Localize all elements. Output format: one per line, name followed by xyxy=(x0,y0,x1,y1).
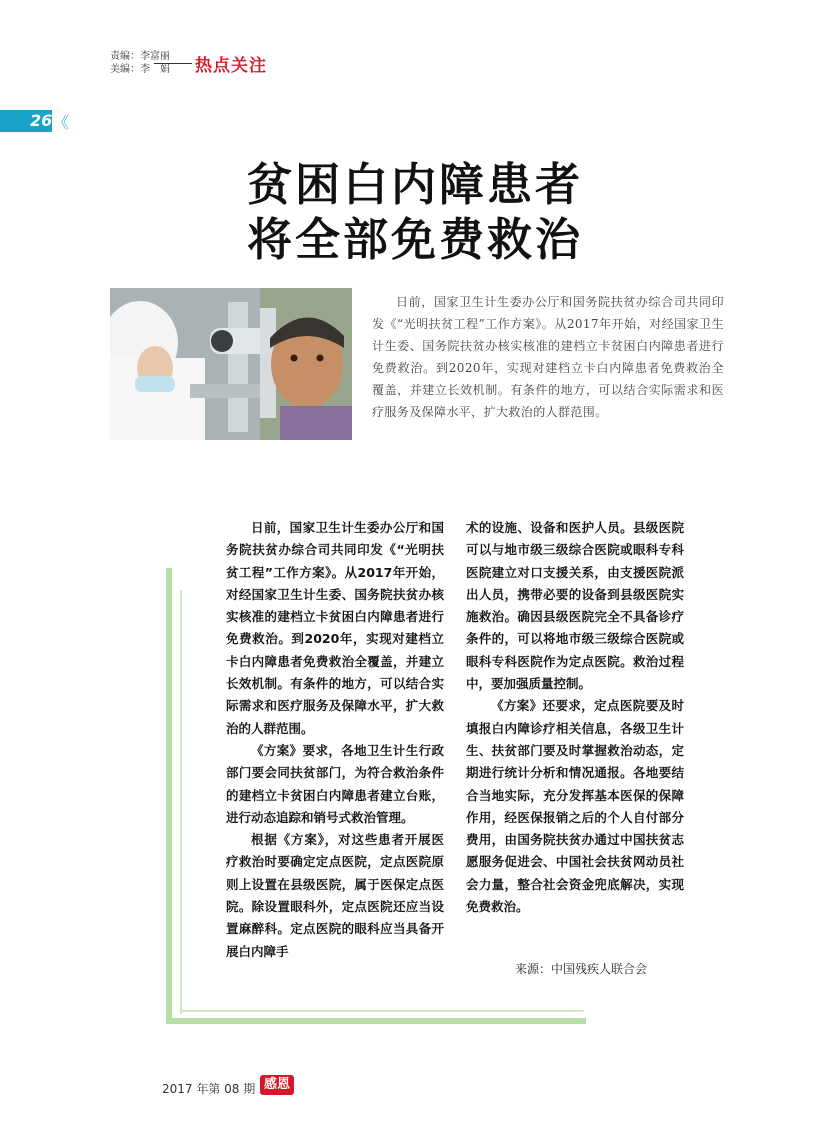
header-rule xyxy=(154,63,192,64)
article-source: 来源：中国残疾人联合会 xyxy=(515,962,648,976)
body-column-right xyxy=(466,517,684,918)
magazine-logo: 感恩 xyxy=(260,1075,294,1095)
frame-left-line xyxy=(180,590,182,1014)
body-column-left xyxy=(226,517,444,963)
frame-bottom-bar xyxy=(166,1018,586,1024)
page-number: 26 xyxy=(30,111,53,130)
eye-exam-photo xyxy=(110,288,352,440)
body-paragraph: 《方案》还要求，定点医院要及时填报白内障诊疗相关信息，各级卫生计生、扶贫部门要及时掌握救治动态，定期进行统计分析和情况通报。各地要结合当地实际，充分发挥基本医保的保障作用，经医保报销之后的个人自付部分费用，由国务院扶贫办通过中国扶贫志愿服务促进会、中国社会扶贫网动员社会力量，整合社会资金兜底解决，实现免费救治。 xyxy=(466,698,684,915)
section-label: 热点关注 xyxy=(195,56,267,76)
page-chevron: 《 xyxy=(53,113,70,132)
editor-line: 责编：李富丽 xyxy=(110,51,170,62)
designer-line: 美编：李 娟 xyxy=(110,64,170,75)
issue-date: 2017 年第 08 期 xyxy=(162,1082,256,1096)
body-paragraph: 根据《方案》，对这些患者开展医疗救治时要确定定点医院，定点医院原则上设置在县级医院，属于医保定点医院。除设置眼科外，定点医院还应当设置麻醉科。定点医院的眼科应当具备开展白内障手 xyxy=(226,832,444,959)
intro-paragraph: 日前，国家卫生计生委办公厅和国务院扶贫办综合司共同印发《“光明扶贫工程”工作方案》。从2017年开始，对经国家卫生计生委、国务院扶贫办核实核准的建档立卡贫困白内障患者进行免费救治。到2020年，实现对建档立卡白内障患者免费救治全覆盖，并建立长效机制。有条件的地方，可以结合实际需求和医疗服务及保障水平，扩大救治的人群范围。 xyxy=(372,295,724,419)
body-paragraph-continued: 术的设施、设备和医护人员。县级医院可以与地市级三级综合医院或眼科专科医院建立对口支援关系，由支援医院派出人员，携带必要的设备到县级医院实施救治。确因县级医院完全不具备诊疗条件的，可以将地市级三级综合医院或眼科专科医院作为定点医院。救治过程中，要加强质量控制。 xyxy=(466,520,684,692)
frame-left-bar xyxy=(166,568,172,1024)
article-title-line1: 贫困白内障患者 xyxy=(246,158,583,211)
body-paragraph: 日前，国家卫生计生委办公厅和国务院扶贫办综合司共同印发《“光明扶贫工程”工作方案》。从2017年开始，对经国家卫生计生委、国务院扶贫办核实核准的建档立卡贫困白内障患者进行免费救治。到2020年，实现对建档立卡白内障患者免费救治全覆盖，并建立长效机制。有条件的地方，可以结合实际需求和医疗服务及保障水平，扩大救治的人群范围。 xyxy=(226,520,444,736)
body-paragraph: 《方案》要求，各地卫生计生行政部门要会同扶贫部门，为符合救治条件的建档立卡贫困白内障患者建立台账，进行动态追踪和销号式救治管理。 xyxy=(226,742,444,825)
frame-bottom-line xyxy=(180,1010,584,1012)
article-title-line2: 将全部免费救治 xyxy=(246,213,583,266)
